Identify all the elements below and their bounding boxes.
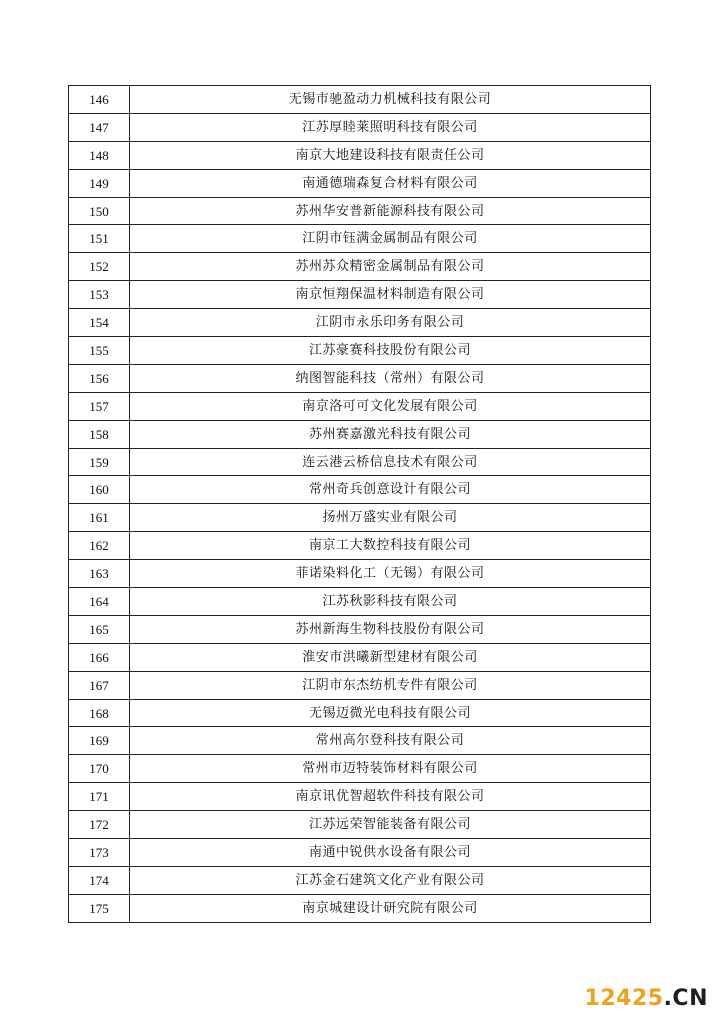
row-number-cell: 162 — [69, 532, 130, 560]
table-row — [69, 671, 651, 699]
table-row — [69, 839, 651, 867]
table-row — [69, 783, 651, 811]
table-row — [69, 337, 651, 365]
row-number-cell: 174 — [69, 866, 130, 894]
table-row — [69, 727, 651, 755]
company-name-cell: 江阴市永乐印务有限公司 — [130, 309, 651, 337]
table-row — [69, 141, 651, 169]
row-number-cell: 150 — [69, 197, 130, 225]
row-number-cell: 167 — [69, 671, 130, 699]
table-row — [69, 197, 651, 225]
company-name-cell: 南京讯优智超软件科技有限公司 — [130, 783, 651, 811]
row-number-cell: 147 — [69, 113, 130, 141]
row-number-cell: 161 — [69, 504, 130, 532]
row-number-cell: 151 — [69, 225, 130, 253]
company-name-cell: 南京大地建设科技有限责任公司 — [130, 141, 651, 169]
row-number-cell: 158 — [69, 420, 130, 448]
row-number-cell: 157 — [69, 392, 130, 420]
table-row — [69, 309, 651, 337]
table-row — [69, 755, 651, 783]
row-number-cell: 148 — [69, 141, 130, 169]
table-row — [69, 811, 651, 839]
site-watermark — [585, 986, 708, 1011]
company-name-cell: 江阴市东杰纺机专件有限公司 — [130, 671, 651, 699]
table-row — [69, 476, 651, 504]
row-number-cell: 156 — [69, 364, 130, 392]
company-name-cell: 江阴市钰满金属制品有限公司 — [130, 225, 651, 253]
company-name-cell: 南京洛可可文化发展有限公司 — [130, 392, 651, 420]
company-list-table — [68, 85, 651, 923]
table-row — [69, 113, 651, 141]
company-list-table-wrap — [68, 85, 651, 923]
company-name-cell: 常州奇兵创意设计有限公司 — [130, 476, 651, 504]
row-number-cell: 146 — [69, 86, 130, 114]
company-name-cell: 无锡市驰盈动力机械科技有限公司 — [130, 86, 651, 114]
table-row — [69, 169, 651, 197]
company-name-cell: 纳图智能科技（常州）有限公司 — [130, 364, 651, 392]
table-row — [69, 392, 651, 420]
company-name-cell: 江苏豪赛科技股份有限公司 — [130, 337, 651, 365]
row-number-cell: 155 — [69, 337, 130, 365]
table-row — [69, 86, 651, 114]
table-row — [69, 532, 651, 560]
company-name-cell: 江苏远荣智能装备有限公司 — [130, 811, 651, 839]
company-name-cell: 南通德瑞森复合材料有限公司 — [130, 169, 651, 197]
table-row — [69, 588, 651, 616]
row-number-cell: 169 — [69, 727, 130, 755]
company-name-cell: 南通中锐供水设备有限公司 — [130, 839, 651, 867]
company-name-cell: 常州市迈特装饰材料有限公司 — [130, 755, 651, 783]
company-name-cell: 苏州华安普新能源科技有限公司 — [130, 197, 651, 225]
company-name-cell: 南京恒翔保温材料制造有限公司 — [130, 281, 651, 309]
table-row — [69, 504, 651, 532]
row-number-cell: 172 — [69, 811, 130, 839]
row-number-cell: 170 — [69, 755, 130, 783]
row-number-cell: 152 — [69, 253, 130, 281]
company-name-cell: 无锡迈微光电科技有限公司 — [130, 699, 651, 727]
watermark-number: 12425 — [584, 986, 664, 1011]
row-number-cell: 153 — [69, 281, 130, 309]
table-row — [69, 866, 651, 894]
company-name-cell: 淮安市洪曦新型建材有限公司 — [130, 643, 651, 671]
table-row — [69, 364, 651, 392]
company-name-cell: 苏州苏众精密金属制品有限公司 — [130, 253, 651, 281]
row-number-cell: 163 — [69, 560, 130, 588]
company-name-cell: 苏州赛嘉激光科技有限公司 — [130, 420, 651, 448]
row-number-cell: 160 — [69, 476, 130, 504]
row-number-cell: 164 — [69, 588, 130, 616]
table-row — [69, 894, 651, 922]
table-row — [69, 560, 651, 588]
row-number-cell: 149 — [69, 169, 130, 197]
company-name-cell: 常州高尔登科技有限公司 — [130, 727, 651, 755]
company-name-cell: 南京城建设计研究院有限公司 — [130, 894, 651, 922]
table-row — [69, 615, 651, 643]
company-name-cell: 南京工大数控科技有限公司 — [130, 532, 651, 560]
row-number-cell: 175 — [69, 894, 130, 922]
company-name-cell: 江苏秋影科技有限公司 — [130, 588, 651, 616]
table-row — [69, 253, 651, 281]
table-row — [69, 420, 651, 448]
company-name-cell: 菲诺染料化工（无锡）有限公司 — [130, 560, 651, 588]
row-number-cell: 171 — [69, 783, 130, 811]
company-name-cell: 江苏金石建筑文化产业有限公司 — [130, 866, 651, 894]
row-number-cell: 168 — [69, 699, 130, 727]
company-name-cell: 江苏厚睦莱照明科技有限公司 — [130, 113, 651, 141]
table-row — [69, 699, 651, 727]
company-name-cell: 扬州万盛实业有限公司 — [130, 504, 651, 532]
table-row — [69, 225, 651, 253]
row-number-cell: 173 — [69, 839, 130, 867]
company-name-cell: 连云港云桥信息技术有限公司 — [130, 448, 651, 476]
row-number-cell: 166 — [69, 643, 130, 671]
company-list-body — [69, 86, 651, 923]
table-row — [69, 448, 651, 476]
row-number-cell: 159 — [69, 448, 130, 476]
company-name-cell: 苏州新海生物科技股份有限公司 — [130, 615, 651, 643]
table-row — [69, 281, 651, 309]
row-number-cell: 154 — [69, 309, 130, 337]
watermark-domain: .CN — [663, 986, 708, 1011]
table-row — [69, 643, 651, 671]
row-number-cell: 165 — [69, 615, 130, 643]
